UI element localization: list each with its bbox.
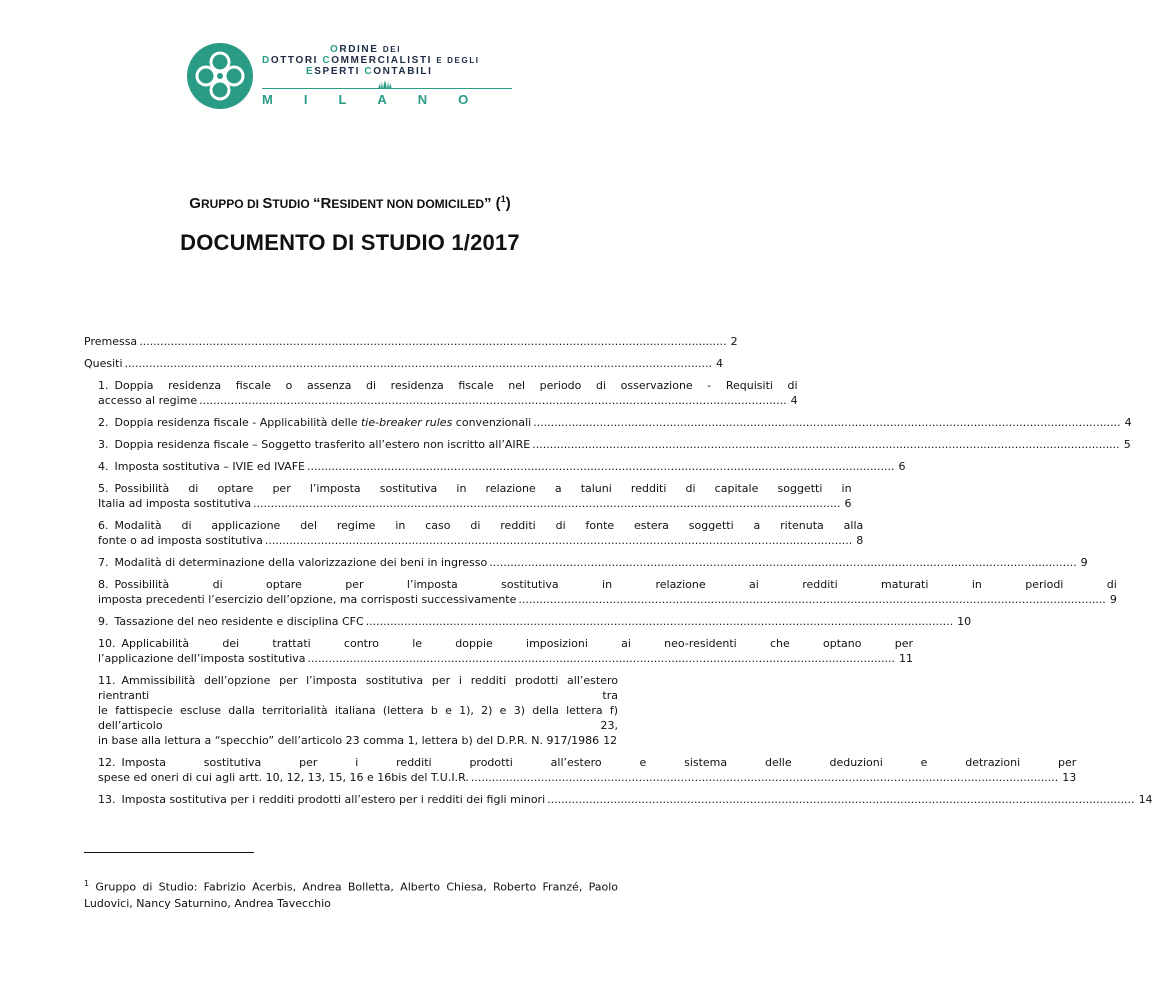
leader-dots: ........................................................................................................................................................................ — [124, 357, 712, 370]
footnote-reference[interactable]: 1 — [500, 194, 506, 204]
org-line-1: ORDINE DEI — [330, 44, 402, 55]
toc-page-number: 8 — [856, 534, 864, 547]
toc-page-number: 2 — [730, 335, 738, 348]
toc-page-number: 12 — [603, 734, 618, 747]
leader-dots: ........................................................................................................................................................................ — [489, 556, 1077, 569]
leader-dots: ........................................................................................................................................................................ — [307, 652, 895, 665]
footnote: $^1$ Gruppo di Studio: Fabrizio Acerbis, Andrea Bolletta, Alberto Chiesa, Roberto Franzé, Paolo Ludovici, Nancy Saturnino, Andrea Tavecchio — [84, 879, 618, 910]
leader-dots: ........................................................................................................................................................................ — [470, 771, 1059, 784]
leader-dots: ........................................................................................................................................................................ — [365, 615, 954, 628]
order-logo-icon — [186, 42, 254, 110]
toc-entry-11[interactable]: 11. Ammissibilità dell’opzione per l’imposta sostitutiva per i redditi prodotti all’estero rientranti tra le fattispecie escluse dalla territorialità italiana (lettera b e 1), 2) e 3) della lettera f) dell’articolo 23, in base alla lettura a “specchio” dell’articolo 23 comma 1, lettera b) del D.P.R. N. 917/1986 12 — [98, 674, 618, 747]
toc-entry-4[interactable]: 4. Imposta sostitutiva – IVIE ed IVAFE ........................................................................................................................................................................ 6 — [98, 460, 906, 473]
table-of-contents — [84, 334, 1153, 814]
toc-entry-9[interactable]: 9. Tassazione del neo residente e disciplina CFC ........................................................................................................................................................................ 10 — [98, 615, 972, 628]
leader-dots: ........................................................................................................................................................................ — [307, 460, 895, 473]
toc-page-number: 6 — [844, 497, 852, 510]
footnote-separator — [84, 852, 254, 853]
toc-page-number: 5 — [1123, 438, 1131, 451]
org-line-2: DOTTORI COMMERCIALISTI E DEGLI — [262, 55, 480, 66]
leader-dots: ........................................................................................................................................................................ — [264, 534, 853, 547]
organisation-name — [262, 44, 512, 77]
toc-page-number: 11 — [898, 652, 913, 665]
toc-page-number: 14 — [1138, 793, 1153, 806]
document-title: DOCUMENTO DI STUDIO 1/2017 — [180, 230, 520, 255]
toc-page-number: 9 — [1109, 593, 1117, 606]
toc-entry-7[interactable]: 7. Modalità di determinazione della valorizzazione dei beni in ingresso ........................................................................................................................................................................ 9 — [98, 556, 1088, 569]
toc-entry-2[interactable]: 2. Doppia residenza fiscale - Applicabilità delle tie-breaker rules convenzionali ........................................................................................................................................................................ 4 — [98, 416, 1132, 429]
toc-entry-12[interactable]: 12. Imposta sostitutiva per i redditi prodotti all’estero e sistema delle deduzioni e detrazioni per spese ed oneri di cui agli artt. 10, 12, 13, 15, 16 e 16bis del T.U.I.R. ........................................................................................................................................................................ 13 — [98, 756, 1077, 784]
leader-dots: ........................................................................................................................................................................ — [199, 394, 787, 407]
header-rule — [262, 88, 512, 89]
toc-page-number: 4 — [716, 357, 723, 370]
leader-dots: ........................................................................................................................................................................ — [533, 416, 1121, 429]
city-name: MILANO — [262, 92, 500, 107]
leader-dots: ........................................................................................................................................................................ — [532, 438, 1120, 451]
toc-entry-13[interactable]: 13. Imposta sostitutiva per i redditi prodotti all’estero per i redditi dei figli minori ........................................................................................................................................................................ 14 — [98, 793, 1153, 806]
leader-dots: ........................................................................................................................................................................ — [547, 793, 1135, 806]
leader-dots: ........................................................................................................................................................................ — [253, 497, 841, 510]
leader-dots: ........................................................................................................................................................................ — [518, 593, 1106, 606]
toc-entry-premessa[interactable]: Premessa ........................................................................................................................................................................ 2 — [84, 335, 738, 348]
toc-entry-10[interactable]: 10. Applicabilità dei trattati contro le doppie imposizioni ai neo-residenti che optano per l’applicazione dell’imposta sostitutiva ........................................................................................................................................................................ 11 — [98, 637, 913, 665]
footnote-number: 1 — [84, 879, 90, 888]
leader-dots: ........................................................................................................................................................................ — [139, 335, 727, 348]
toc-page-number: 13 — [1062, 771, 1077, 784]
toc-page-number: 9 — [1080, 556, 1088, 569]
toc-entry-quesiti[interactable]: Quesiti ........................................................................................................................................................................ 4 — [84, 357, 723, 370]
toc-page-number: 4 — [790, 394, 798, 407]
toc-entry-3[interactable]: 3. Doppia residenza fiscale – Soggetto trasferito all’estero non iscritto all’AIRE ........................................................................................................................................................................ 5 — [98, 438, 1131, 451]
toc-entry-8[interactable]: 8. Possibilità di optare per l’imposta sostitutiva in relazione ai redditi maturati in periodi di imposta precedenti l’esercizio dell’opzione, ma corrisposti successivamente ........................................................................................................................................................................ 9 — [98, 578, 1117, 606]
toc-entry-1[interactable]: 1. Doppia residenza fiscale o assenza di residenza fiscale nel periodo di osservazione - Requisiti di accesso al regime ........................................................................................................................................................................ 4 — [98, 379, 798, 407]
toc-entry-6[interactable]: 6. Modalità di applicazione del regime in caso di redditi di fonte estera soggetti a ritenuta alla fonte o ad imposta sostitutiva ........................................................................................................................................................................ 8 — [98, 519, 864, 547]
toc-page-number: 10 — [957, 615, 972, 628]
org-line-3: ESPERTI CONTABILI — [306, 66, 433, 77]
toc-page-number: 6 — [898, 460, 906, 473]
toc-page-number: 4 — [1124, 416, 1132, 429]
toc-entry-5[interactable]: 5. Possibilità di optare per l’imposta sostitutiva in relazione a taluni redditi di capitale soggetti in Italia ad imposta sostitutiva ........................................................................................................................................................................ 6 — [98, 482, 852, 510]
document-subtitle: GRUPPO DI STUDIO “RESIDENT NON DOMICILED” ($^1$) — [189, 194, 511, 212]
